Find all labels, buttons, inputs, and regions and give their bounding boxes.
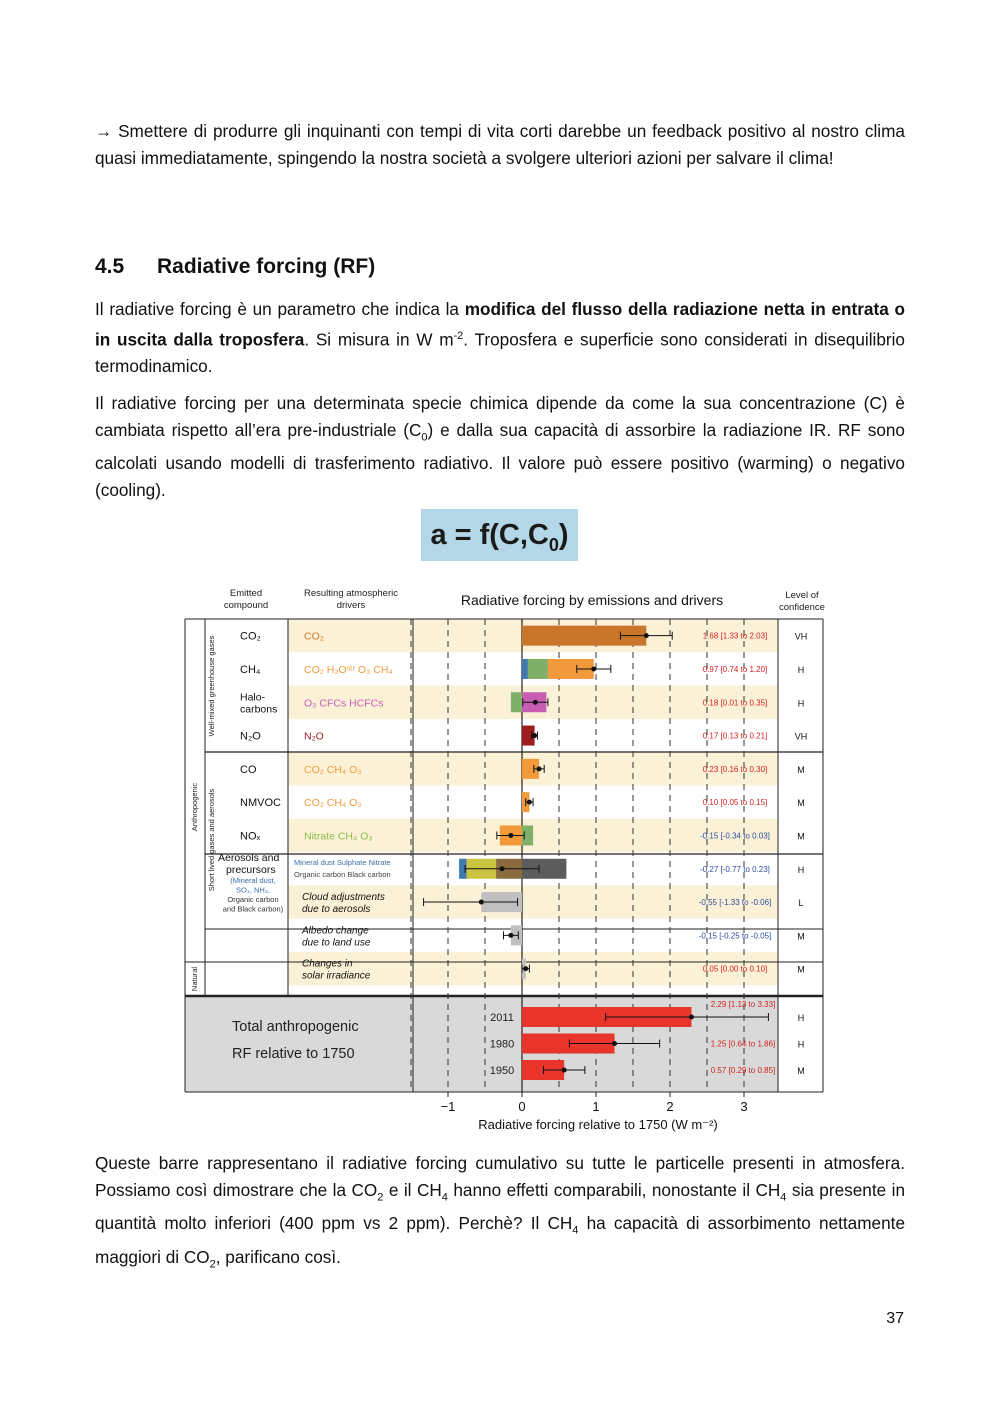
text-span: . Si misura in W m: [304, 329, 454, 350]
bar-segment: [528, 659, 548, 679]
value-marker: [532, 733, 537, 738]
value-marker: [689, 1015, 694, 1020]
header-emitted: Emitted: [229, 588, 263, 599]
section-title: Radiative forcing (RF): [157, 255, 376, 278]
group-label-natural: Natural: [190, 966, 199, 992]
total-label: Total anthropogenic: [232, 1019, 359, 1035]
page-number: 37: [886, 1310, 904, 1327]
confidence-label: M: [797, 831, 805, 842]
text-span: Il radiative forcing per una determinata specie chimica dipende da come la sua concentrazione (C) è cambiata rispetto all’era pre-industriale (C: [95, 393, 905, 440]
bar-segment: [511, 692, 522, 712]
value-label: 0.97 [0.74 to 1.20]: [702, 664, 768, 674]
value-marker: [537, 766, 542, 771]
confidence-label: H: [797, 1013, 805, 1023]
compound-label: NOₓ: [240, 830, 261, 843]
bar-segment: [522, 659, 528, 679]
confidence-label: M: [797, 798, 805, 809]
value-marker: [500, 866, 505, 871]
chart-title: Radiative forcing by emissions and drivers: [460, 592, 724, 608]
compound-sublabel: SO₂, NH₃,: [236, 885, 270, 895]
x-tick-label: 2: [666, 1099, 674, 1114]
x-axis-label: Radiative forcing relative to 1750 (W m⁻²): [478, 1117, 718, 1132]
subscript: 4: [780, 1190, 787, 1203]
confidence-label: L: [798, 898, 804, 909]
value-label: 1.68 [1.33 to 2.03]: [702, 631, 768, 641]
compound-label: carbons: [240, 703, 278, 716]
driver-label: CO₂ H₂Oˢᵗʳ O₃ CH₄: [304, 663, 393, 676]
x-tick-label: 1: [592, 1099, 600, 1114]
confidence-label: H: [797, 664, 805, 675]
group-label-anthropogenic: Anthropogenic: [190, 782, 199, 832]
driver-label: solar irradiance: [302, 970, 371, 982]
subscript: 0: [421, 430, 428, 443]
header-drivers: Resulting atmospheric: [304, 588, 398, 599]
text-span: e il CH: [383, 1179, 442, 1200]
value-marker: [562, 1068, 567, 1073]
text-span: Il radiative forcing è un parametro che indica la: [95, 299, 465, 319]
compound-label: CO₂: [240, 630, 261, 643]
value-label: 0.18 [0.01 to 0.35]: [702, 698, 768, 708]
subscript: 2: [377, 1190, 384, 1203]
confidence-label: H: [797, 1039, 805, 1050]
header-emitted: compound: [223, 600, 269, 611]
subscript: 4: [572, 1224, 579, 1237]
section-heading: [95, 255, 375, 279]
definition-paragraph: [95, 296, 905, 379]
radiative-forcing-figure: [158, 578, 840, 1133]
driver-label: Cloud adjustments: [302, 892, 385, 904]
confidence-label: VH: [794, 731, 808, 742]
formula-subscript: 0: [548, 534, 559, 555]
value-marker: [523, 966, 528, 971]
header-confidence: confidence: [779, 602, 825, 613]
value-marker: [508, 833, 513, 838]
value-marker: [612, 1041, 617, 1046]
driver-label: Changes in: [302, 958, 353, 970]
confidence-label: M: [797, 931, 805, 942]
confidence-label: VH: [794, 631, 808, 642]
value-marker: [533, 700, 538, 705]
compound-label: Aerosols and: [218, 851, 280, 864]
value-marker: [591, 666, 596, 671]
formula-close: ): [558, 519, 569, 551]
group-label-wmghg: Well-mixed greenhouse gases: [207, 635, 216, 737]
compound-label: Halo-: [240, 691, 266, 704]
text-span: sia presente in quantità molto inferiori (400 ppm vs 2 ppm). Perchè? Il CH: [95, 1179, 905, 1234]
driver-label: O₃ CFCs HCFCs: [304, 697, 384, 710]
confidence-label: M: [797, 964, 805, 975]
value-label: -0.27 [-0.77 to 0.23]: [700, 864, 770, 874]
value-marker: [527, 800, 532, 805]
conclusion-paragraph: [95, 1150, 905, 1278]
total-year: 1950: [489, 1065, 515, 1077]
compound-label: N₂O: [240, 730, 261, 743]
driver-label: CO₂: [304, 630, 324, 643]
x-tick-label: −1: [440, 1099, 456, 1114]
driver-label: Organic carbon Black carbon: [294, 869, 391, 879]
driver-label: CO₂ CH₄ O₃: [304, 797, 362, 810]
total-label: RF relative to 1750: [232, 1046, 355, 1062]
value-label: -0.55 [-1.33 to -0.06]: [698, 898, 772, 908]
text-span: hanno effetti comparabili, nonostante il CH: [447, 1179, 781, 1200]
value-label: 0.57 [0.29 to 0.85]: [710, 1066, 776, 1075]
value-label: 0.17 [0.13 to 0.21]: [702, 731, 768, 741]
value-label: 2.29 [1.13 to 3.33]: [710, 1000, 776, 1009]
confidence-label: M: [797, 764, 805, 775]
group-label-sllcf: Short lived gases and aerosols: [207, 788, 216, 892]
value-label: 0.05 [0.00 to 0.10]: [702, 964, 768, 974]
bold-text: modifica del flusso della radiazione netta in entrata o in uscita dalla troposfera: [95, 299, 905, 350]
compound-label: CO: [240, 763, 257, 776]
value-label: -0.15 [-0.25 to -0.05]: [698, 931, 772, 941]
subscript: 2: [209, 1258, 216, 1271]
total-year: 1980: [489, 1038, 515, 1051]
driver-label: Nitrate CH₄ O₃: [304, 830, 373, 843]
value-label: -0.15 [-0.34 to 0.03]: [700, 831, 770, 841]
header-drivers: drivers: [336, 600, 366, 611]
value-marker: [508, 933, 513, 938]
driver-label: Albedo change: [302, 925, 369, 937]
driver-label: Mineral dust Sulphate Nitrate: [294, 857, 391, 867]
formula-box: [421, 509, 578, 561]
formula-text: a = f(C,C: [430, 519, 549, 551]
compound-sublabel: (Mineral dust,: [230, 875, 276, 885]
confidence-label: M: [797, 1066, 805, 1076]
value-label: 1.25 [0.64 to 1.86]: [710, 1039, 776, 1049]
confidence-label: H: [797, 864, 805, 875]
compound-sublabel: and Black carbon): [222, 904, 284, 914]
driver-label: due to aerosols: [302, 904, 371, 916]
value-marker: [479, 900, 484, 905]
subscript: 4: [441, 1190, 448, 1203]
compound-sublabel: Organic carbon: [227, 894, 279, 904]
text-span: Queste barre rappresentano il radiative forcing cumulativo su tutte le particelle presenti in atmosfera. Possiamo così dimostrare che la CO: [95, 1153, 905, 1200]
text-span: . Troposfera e superficie sono considerati in disequilibrio termodinamico.: [95, 329, 905, 376]
dependence-paragraph: [95, 390, 905, 503]
section-number: 4.5: [95, 255, 125, 278]
superscript: -2: [453, 329, 464, 342]
text-span: ) e dalla sua capacità di assorbire la radiazione IR. RF sono calcolati usando modelli di trasferimento radiativo. Il valore può essere positivo (warming) o negativo (cooling).: [95, 419, 905, 500]
value-marker: [644, 633, 649, 638]
radiative-forcing-chart: [158, 578, 840, 1133]
header-confidence: Level of: [785, 590, 819, 601]
confidence-label: H: [797, 698, 805, 709]
text-span: ha capacità di assorbimento nettamente maggiori di CO: [95, 1213, 906, 1268]
compound-label: CH₄: [240, 663, 261, 676]
driver-label: due to land use: [302, 937, 371, 949]
value-label: 0.23 [0.16 to 0.30]: [702, 764, 768, 774]
compound-label: precursors: [226, 863, 276, 876]
text-span: , parificano così.: [215, 1247, 341, 1268]
driver-label: CO₂ CH₄ O₃: [304, 763, 362, 776]
x-tick-label: 3: [740, 1099, 748, 1114]
driver-label: N₂O: [304, 730, 324, 743]
value-label: 0.10 [0.05 to 0.15]: [702, 798, 768, 808]
compound-label: NMVOC: [240, 797, 281, 810]
intro-paragraph: → Smettere di produrre gli inquinanti con tempi di vita corti darebbe un feedback positivo al nostro clima quasi immediatamente, spingendo la nostra società a svolgere ulteriori azioni per salvare il clima!: [95, 121, 905, 168]
x-tick-label: 0: [518, 1099, 526, 1114]
total-year: 2011: [490, 1012, 514, 1024]
